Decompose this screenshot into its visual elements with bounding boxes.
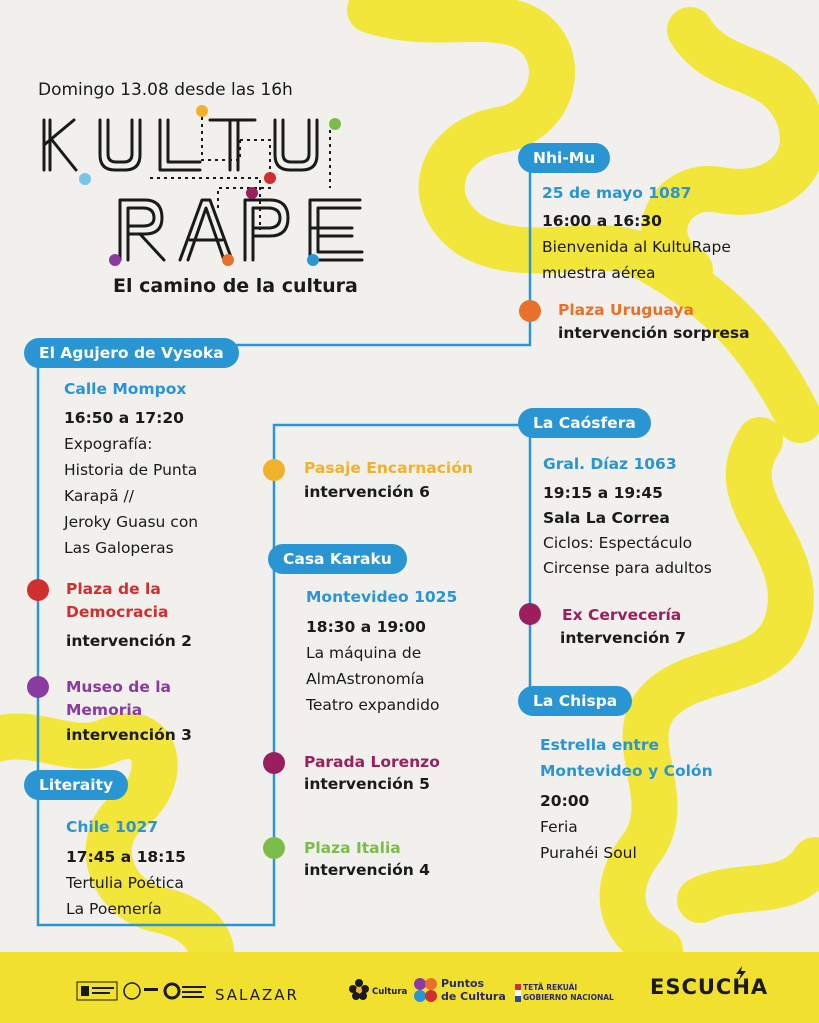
info-agujero <box>64 405 198 561</box>
desc-agujero-1: Expografía: <box>64 435 153 453</box>
stop-name-democracia <box>66 578 168 624</box>
address-chispa-1: Estrella entre <box>540 736 659 754</box>
event-subtitle: El camino de la cultura <box>113 275 358 297</box>
lightning-icon <box>734 966 748 980</box>
stop-dot-uruguaya <box>519 300 541 322</box>
stop-sub-lorenzo: intervención 5 <box>304 775 430 793</box>
stop-name-museo-2: Memoria <box>66 701 143 719</box>
stop-name-democracia-1: Plaza de la <box>66 580 161 598</box>
stop-dot-lorenzo <box>263 752 285 774</box>
cultura-flower-icon <box>348 978 370 1004</box>
desc-caosfera-2: Circense para adultos <box>543 559 712 577</box>
paraguay-flag-icon <box>515 984 521 1002</box>
sponsor-cultura: Cultura <box>372 987 408 997</box>
time-karaku: 18:30 a 19:00 <box>306 618 426 636</box>
sponsor-salazar: SALAZAR <box>215 986 299 1004</box>
location-pill-agujero: El Agujero de Vysoka <box>24 338 239 368</box>
stop-name-democracia-2: Democracia <box>66 603 169 621</box>
sponsor-gobierno-nacional <box>523 983 614 1003</box>
desc-literaity-2: La Poemería <box>66 900 162 918</box>
stop-name-uruguaya: Plaza Uruguaya <box>558 301 694 319</box>
time-literaity: 17:45 a 18:15 <box>66 848 186 866</box>
stop-name-encarnacion: Pasaje Encarnación <box>304 459 473 477</box>
desc-chispa-2: Purahéi Soul <box>540 844 637 862</box>
desc-agujero-2: Historia de Punta <box>64 461 198 479</box>
location-pill-karaku: Casa Karaku <box>268 544 407 574</box>
stop-sub-museo: intervención 3 <box>66 726 192 744</box>
puntos-de-cultura-icon <box>410 975 440 1005</box>
desc-agujero-3: Karapã // <box>64 487 134 505</box>
time-agujero: 16:50 a 17:20 <box>64 409 184 427</box>
sponsor-escucha: ESCUCHA <box>650 975 769 999</box>
time-caosfera: 19:15 a 19:45 <box>543 484 663 502</box>
puntos-line-2: de Cultura <box>441 990 506 1003</box>
stop-sub-encarnacion: intervención 6 <box>304 483 430 501</box>
desc-caosfera-1: Ciclos: Espectáculo <box>543 534 693 552</box>
desc-karaku-2: AlmAstronomía <box>306 670 425 688</box>
address-nhimu: 25 de mayo 1087 <box>542 184 692 202</box>
stop-dot-democracia <box>27 579 49 601</box>
info-chispa <box>540 788 637 866</box>
stop-name-cerveceria: Ex Cervecería <box>562 606 682 624</box>
teta-line-2: GOBIERNO NACIONAL <box>523 993 614 1002</box>
desc-nhimu-2: muestra aérea <box>542 264 656 282</box>
stop-sub-democracia: intervención 2 <box>66 632 192 650</box>
event-date: Domingo 13.08 desde las 16h <box>38 80 293 100</box>
info-karaku <box>306 614 439 718</box>
address-chispa <box>540 732 713 784</box>
location-pill-nhimu: Nhi-Mu <box>518 143 610 173</box>
address-literaity: Chile 1027 <box>66 818 159 836</box>
stop-name-lorenzo: Parada Lorenzo <box>304 753 440 771</box>
stop-dot-encarnacion <box>263 459 285 481</box>
stop-name-museo <box>66 676 171 722</box>
sponsor-logos-spain <box>76 980 208 1004</box>
desc-chispa-1: Feria <box>540 818 578 836</box>
stop-name-museo-1: Museo de la <box>66 678 172 696</box>
desc-literaity-1: Tertulia Poética <box>66 874 184 892</box>
info-literaity <box>66 844 186 922</box>
stop-sub-uruguaya: intervención sorpresa <box>558 324 750 342</box>
info-caosfera <box>543 481 712 581</box>
teta-line-1: TETÃ REKUÁI <box>523 983 578 992</box>
address-karaku: Montevideo 1025 <box>306 588 458 606</box>
stop-dot-museo <box>27 676 49 698</box>
stop-dot-cerveceria <box>519 603 541 625</box>
venue-caosfera: Sala La Correa <box>543 509 670 527</box>
desc-agujero-5: Las Galoperas <box>64 539 174 557</box>
desc-karaku-1: La máquina de <box>306 644 422 662</box>
stop-sub-italia: intervención 4 <box>304 861 430 879</box>
location-pill-literaity: Literaity <box>24 770 128 800</box>
stop-dot-italia <box>263 837 285 859</box>
location-pill-chispa: La Chispa <box>518 686 632 716</box>
stop-name-italia: Plaza Italia <box>304 839 401 857</box>
time-nhimu: 16:00 a 16:30 <box>542 212 662 230</box>
puntos-line-1: Puntos <box>441 977 485 990</box>
desc-agujero-4: Jeroky Guasu con <box>64 513 199 531</box>
time-chispa: 20:00 <box>540 792 590 810</box>
sponsor-puntos-de-cultura <box>441 977 506 1003</box>
info-nhimu <box>542 208 731 286</box>
location-pill-caosfera: La Caósfera <box>518 408 651 438</box>
desc-karaku-3: Teatro expandido <box>306 696 440 714</box>
address-chispa-2: Montevideo y Colón <box>540 762 713 780</box>
address-caosfera: Gral. Díaz 1063 <box>543 455 677 473</box>
address-agujero: Calle Mompox <box>64 380 187 398</box>
stop-sub-cerveceria: intervención 7 <box>560 629 686 647</box>
desc-nhimu-1: Bienvenida al KultuRape <box>542 238 731 256</box>
